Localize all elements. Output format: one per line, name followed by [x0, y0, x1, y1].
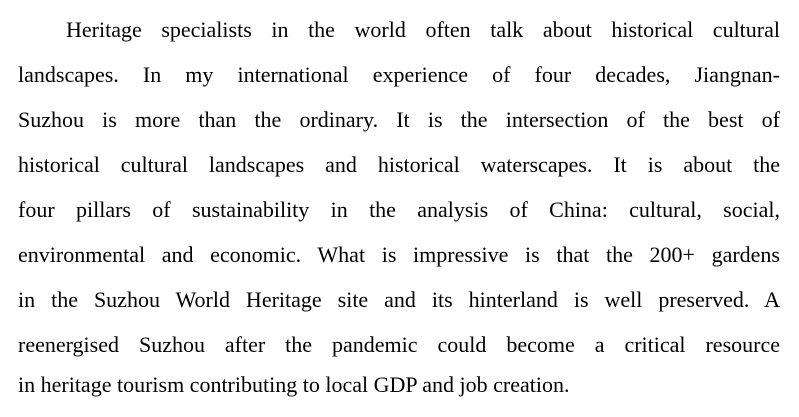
paragraph-line-3: Suzhou is more than the ordinary. It is the intersection of the best of [18, 107, 780, 132]
paragraph-line-5: four pillars of sustainability in the analysis of China: cultural, social, [18, 197, 780, 222]
paragraph-line-4: historical cultural landscapes and historical waterscapes. It is about the [18, 152, 780, 177]
paragraph-line-1: Heritage specialists in the world often talk about historical cultural [66, 17, 780, 42]
paragraph-line-6: environmental and economic. What is impressive is that the 200+ gardens [18, 242, 780, 267]
paragraph-line-7: in the Suzhou World Heritage site and its hinterland is well preserved. A [18, 287, 780, 312]
paragraph-line-9: in heritage tourism contributing to local GDP and job creation. [18, 372, 570, 397]
paragraph-line-2: landscapes. In my international experience of four decades, Jiangnan- [18, 62, 780, 87]
paragraph-line-8: reenergised Suzhou after the pandemic could become a critical resource [18, 332, 780, 357]
